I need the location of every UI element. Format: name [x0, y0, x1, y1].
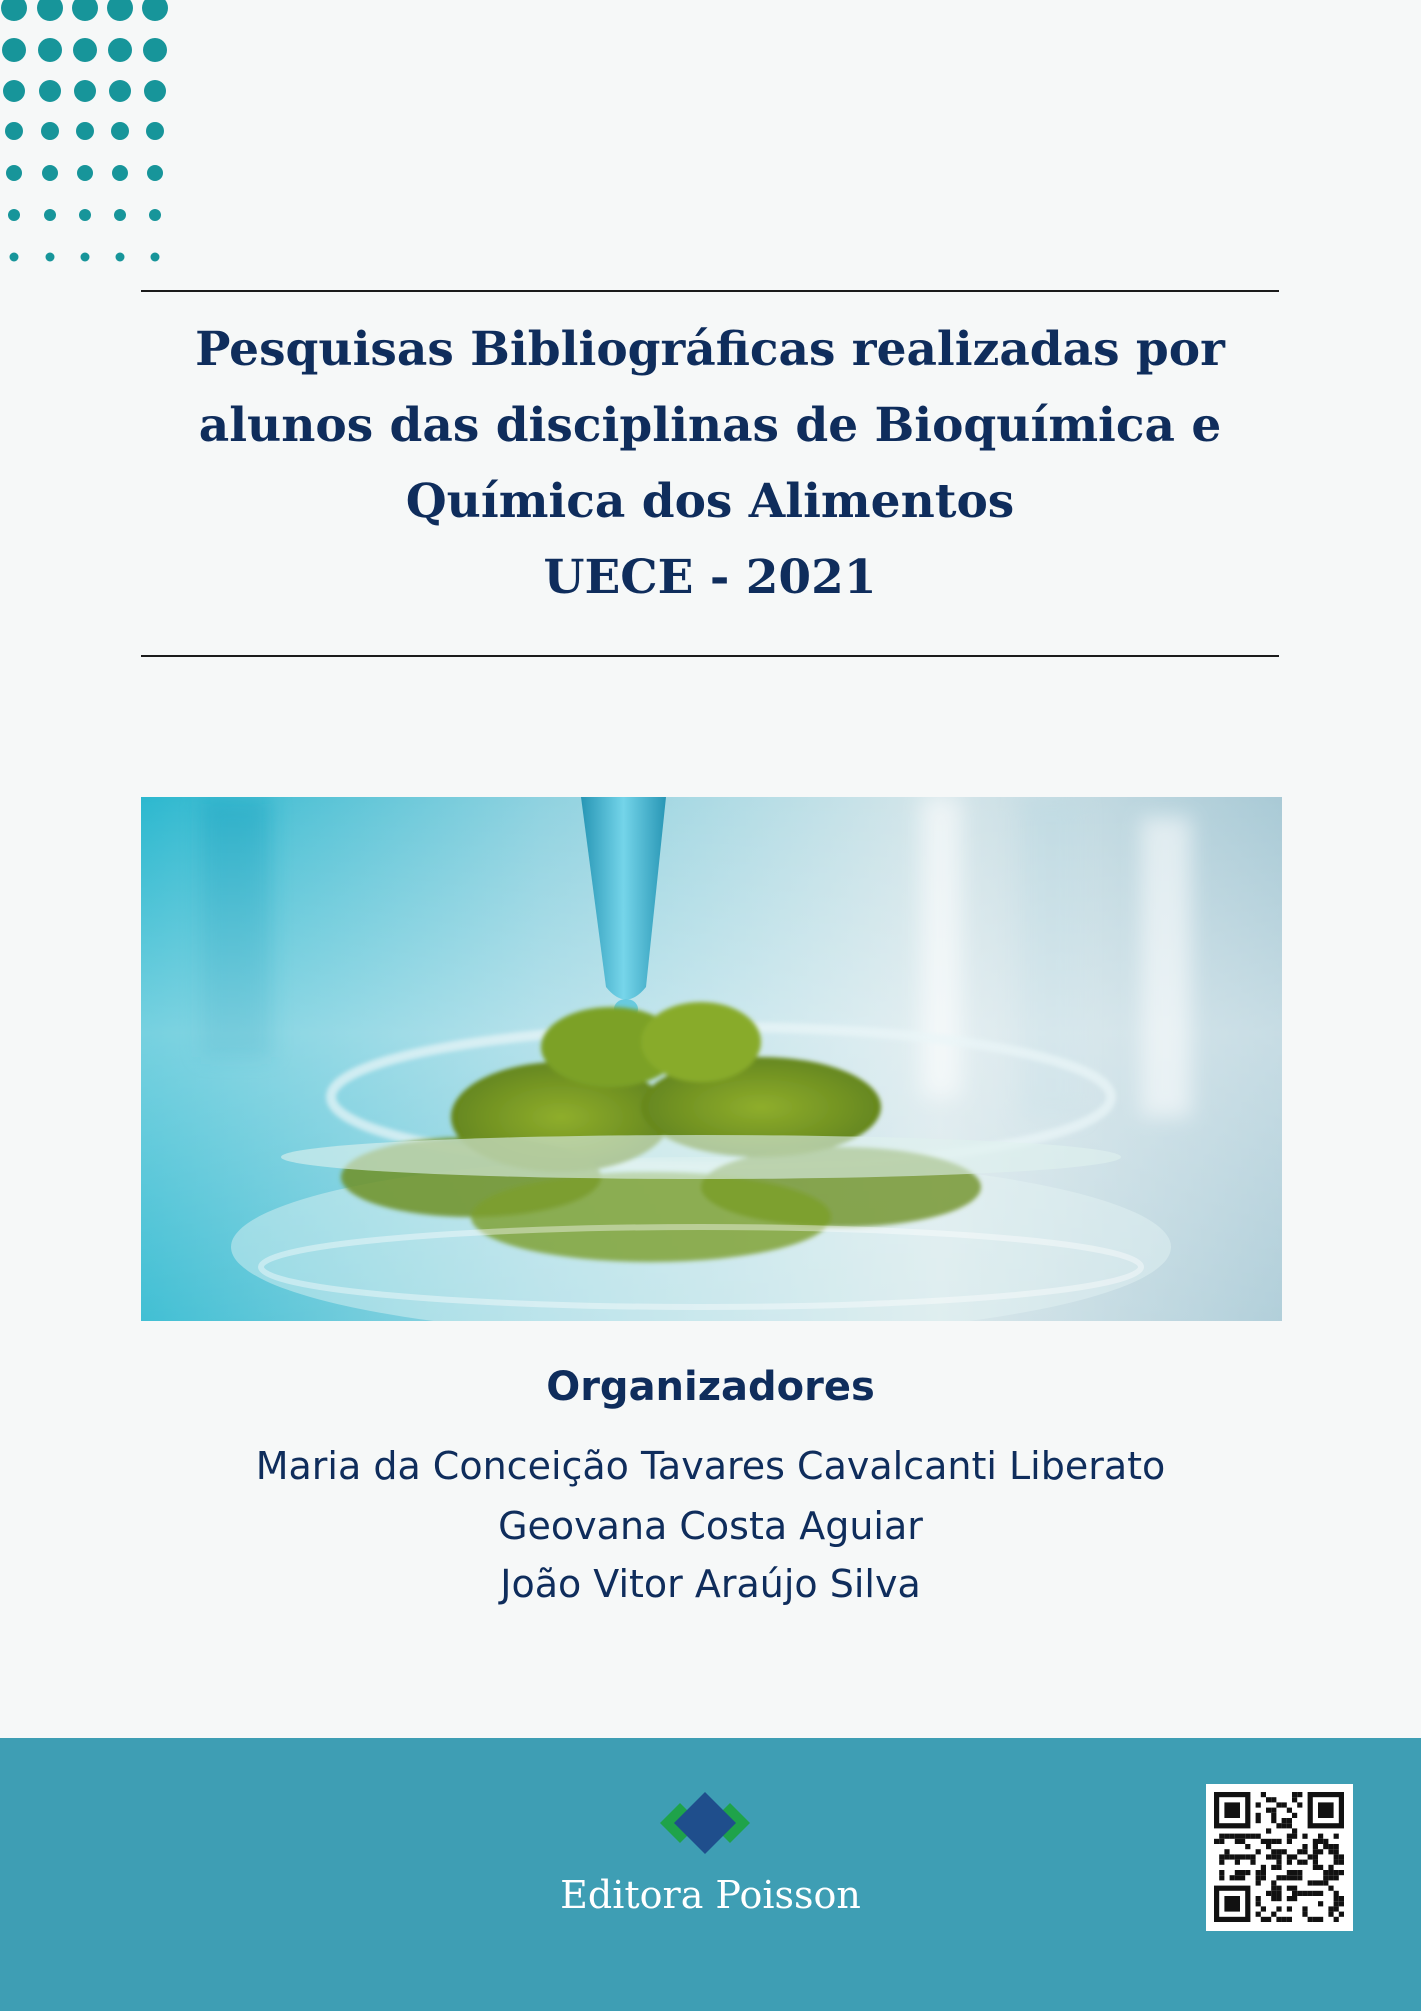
- dot-pattern-icon: [0, 0, 180, 270]
- qr-code-icon[interactable]: [1206, 1784, 1353, 1931]
- organizer-name: João Vitor Araújo Silva: [500, 1562, 921, 1606]
- petri-dish-photo: [141, 797, 1282, 1321]
- publisher-name: Editora Poisson: [560, 1873, 861, 1917]
- publisher-logo-icon: [652, 1790, 758, 1856]
- title-line: UECE - 2021: [543, 550, 877, 605]
- title-line: Pesquisas Bibliográficas realizadas por: [195, 322, 1225, 377]
- organizer-name: Geovana Costa Aguiar: [498, 1504, 923, 1548]
- book-title: [141, 312, 1279, 616]
- organizer-name: Maria da Conceição Tavares Cavalcanti Liberato: [255, 1444, 1166, 1488]
- organizers-list: [0, 1436, 1421, 1614]
- organizers-heading: Organizadores: [546, 1364, 875, 1410]
- title-line: alunos das disciplinas de Bioquímica e: [198, 398, 1222, 453]
- top-divider: [141, 290, 1279, 292]
- title-line: Química dos Alimentos: [405, 474, 1015, 529]
- bottom-divider: [141, 655, 1279, 657]
